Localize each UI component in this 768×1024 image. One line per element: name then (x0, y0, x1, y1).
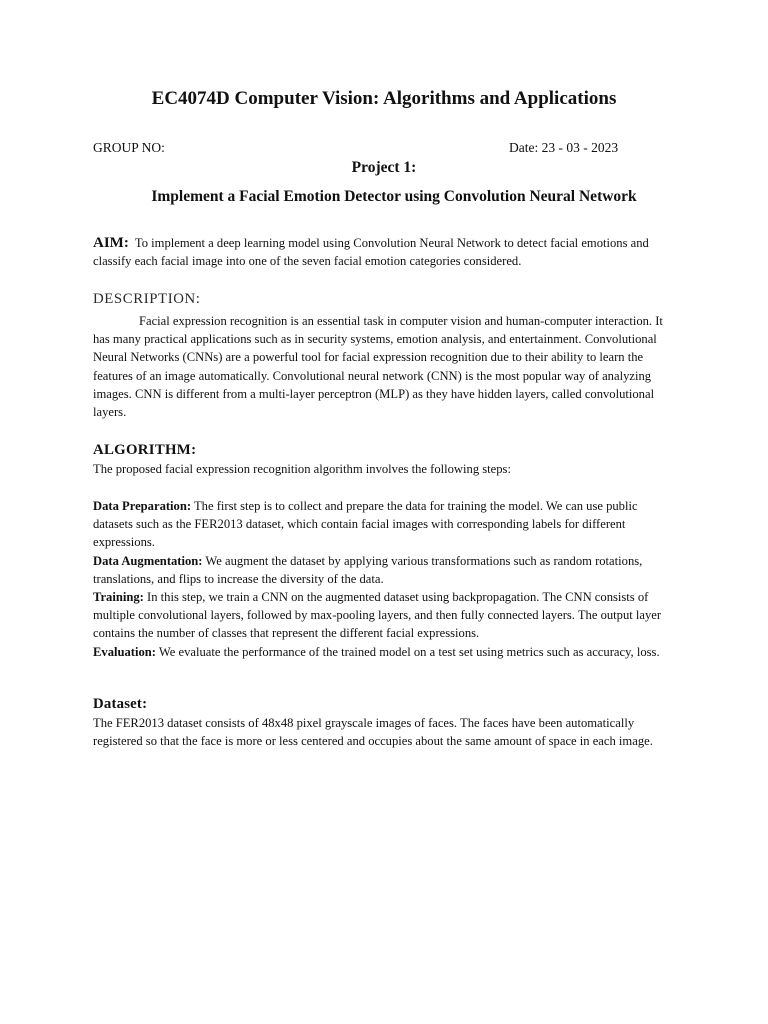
project-title: Implement a Facial Emotion Detector using Convolution Neural Network (151, 188, 637, 205)
step-text: In this step, we train a CNN on the augmented dataset using backpropagation. The CNN consists of multiple convolutional layers, followed by max-pooling layers, and then fully connected layers. The output layer contains the number of classes that represent the different facial expressions. (93, 590, 662, 641)
description-text: Facial expression recognition is an essential task in computer vision and human-computer interaction. It has many practical applications such as in security systems, emotion analysis, and entertainment. Convolutional Neural Networks (CNNs) are a powerful tool for facial expression recognition due to their ability to learn the features of an image automatically. Convolutional neural network (CNN) is the most popular way of analyzing images. CNN is different from a multi-layer perceptron (MLP) as they have hidden layers, called convolutional layers. (93, 314, 663, 420)
step-item (93, 588, 673, 643)
step-term: Evaluation: (93, 644, 156, 659)
description-heading: DESCRIPTION: (93, 291, 201, 307)
date-label: Date: 23 - 03 - 2023 (509, 140, 619, 155)
group-number-label: GROUP NO: (93, 140, 165, 155)
algorithm-steps (93, 497, 673, 661)
step-term: Training: (93, 590, 144, 605)
aim-section (93, 234, 673, 270)
dataset-heading: Dataset: (93, 696, 148, 712)
dataset-text: The FER2013 dataset consists of 48x48 pixel grayscale images of faces. The faces have been automatically registered so that the face is more or less centered and occupies about the same amount of space in each image. (93, 716, 653, 749)
aim-heading: AIM: (93, 235, 129, 251)
project-number: Project 1: (351, 159, 417, 176)
step-text: We evaluate the performance of the trained model on a test set using metrics such as accuracy, loss. (158, 644, 660, 659)
aim-text: To implement a deep learning model using Convolution Neural Network to detect facial emotions and classify each facial image into one of the seven facial emotion categories considered. (93, 236, 649, 269)
document-title: EC4074D Computer Vision: Algorithms and Applications (151, 88, 617, 109)
step-text: The first step is to collect and prepare the data for training the model. We can use public datasets such as the FER2013 dataset, which contain facial images with corresponding labels for different expressions. (93, 499, 638, 550)
step-text: We augment the dataset by applying various transformations such as random rotations, translations, and flips to increase the diversity of the data. (93, 553, 643, 586)
step-item (93, 643, 673, 661)
algorithm-intro: The proposed facial expression recognition algorithm involves the following steps: (93, 462, 511, 476)
step-item (93, 497, 673, 552)
step-item (93, 552, 673, 588)
step-term: Data Preparation: (93, 499, 192, 513)
step-term: Data Augmentation: (93, 553, 203, 568)
algorithm-heading: ALGORITHM: (93, 442, 197, 458)
